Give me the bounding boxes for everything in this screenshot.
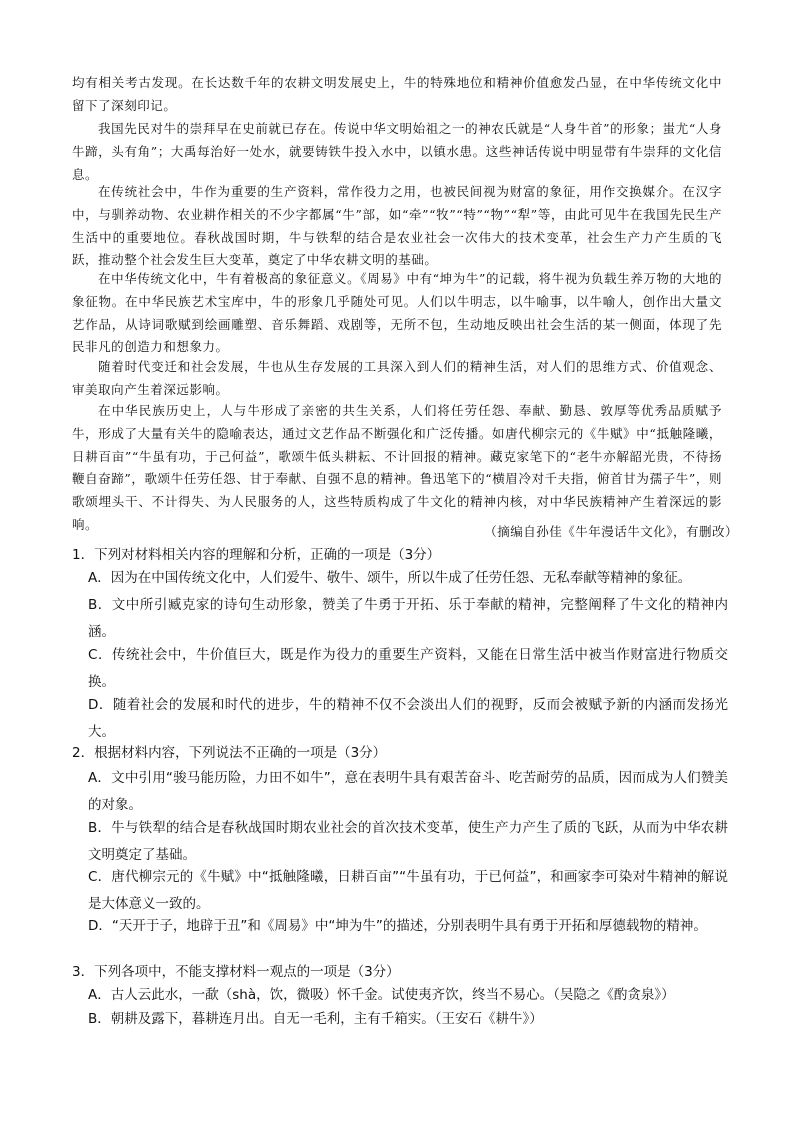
question-2-stem: 2．根据材料内容，下列说法不正确的一项是（3分）: [72, 745, 387, 761]
question-3-stem: 3．下列各项中，不能支撑材料一观点的一项是（3分）: [72, 964, 400, 980]
passage-paragraph-3: 在中华传统文化中，牛有着极高的象征意义。《周易》中有“坤为牛”的记载，将牛视为负载生养万物的大地的象征物。在中华民族艺术宝库中，牛的形象几乎随处可见。人们以牛明志，以牛喻事，以牛喻人，创作出大量文艺作品，从诗词歌赋到绘画雕塑、音乐舞蹈、戏剧等，无所不包，生动地反映出社会生活的某一侧面，体现了先民非凡的创造力和想象力。: [72, 271, 722, 355]
question-2-option-b: B．牛与铁犁的结合是春秋战国时期农业社会的首次技术变革，使生产力产生了质的飞跃，从而为中华农耕文明奠定了基础。: [88, 820, 728, 863]
passage-paragraph-4: 随着时代变迁和社会发展，牛也从生存发展的工具深入到人们的精神生活，对人们的思维方式、价值观念、审美取向产生着深远影响。: [72, 359, 722, 397]
passage-paragraph-5: 在中华民族历史上，人与牛形成了亲密的共生关系，人们将任劳任怨、奉献、勤恳、敦厚等优秀品质赋予牛，形成了大量有关牛的隐喻表达，通过文艺作品不断强化和广泛传播。如唐代柳宗元的《牛赋》中“抵触隆曦，日耕百亩”“牛虽有功，于己何益”，歌颂牛低头耕耘、不计回报的精神。藏克家笔下的“老牛亦解韶光贵，不待扬鞭自奋蹄”，歌颂牛任劳任怨、甘于奉献、自强不息的精神。鲁迅笔下的“横眉冷对千夫指，俯首甘为孺子牛”，则歌颂埋头干、不计得失、为人民服务的人，这些特质构成了牛文化的精神内核，对中华民族精神产生着深远的影响。: [72, 403, 722, 532]
question-2-option-c: C．唐代柳宗元的《牛赋》中“抵触隆曦，日耕百亩”“牛虽有功，于已何益”，和画家李可染对牛精神的解说是大体意义一致的。: [88, 869, 728, 912]
question-1-option-b: B．文中所引臧克家的诗句生动形象，赞美了牛勇于开拓、乐于奉献的精神，完整阐释了牛文化的精神内涵。: [88, 597, 728, 640]
question-1-stem: 1．下列对材料相关内容的理解和分析，正确的一项是（3分）: [72, 547, 441, 563]
passage-paragraph-1: 我国先民对牛的崇拜早在史前就已存在。传说中华文明始祖之一的神农氏就是“人身牛首”的形象；蚩尤“人身牛蹄，头有角”；大禹每治好一处水，就要铸铁牛投入水中，以镇水患。这些神话传说中明显带有牛崇拜的文化信息。: [72, 121, 722, 182]
passage-source: （摘编自孙佳《牛年漫话牛文化》，有删改）: [484, 524, 738, 539]
question-3-option-a: A．古人云此水，一歃（shà，饮，微吸）怀千金。试使夷齐饮，终当不易心。（吴隐之《酌贪泉》）: [88, 987, 675, 1003]
question-2-option-d: D．“天开于子，地辟于丑”和《周易》中“坤为牛”的描述，分别表明牛具有勇于开拓和厚德载物的精神。: [88, 918, 707, 934]
question-3-option-b: B．朝耕及露下，暮耕连月出。自无一毛利，主有千箱实。（王安石《耕牛》）: [88, 1011, 543, 1027]
passage-paragraph-0: 均有相关考古发现。在长达数千年的农耕文明发展史上，牛的特殊地位和精神价值愈发凸显，在中华传统文化中留下了深刻印记。: [72, 75, 722, 113]
question-1-option-a: A．因为在中国传统文化中，人们爱牛、敬牛、颂牛，所以牛成了任劳任怨、无私奉献等精神的象征。: [88, 570, 692, 586]
question-1-option-c: C．传统社会中，牛价值巨大，既是作为役力的重要生产资料，又能在日常生活中被当作财富进行物质交换。: [88, 647, 728, 690]
question-1-option-d: D．随着社会的发展和时代的进步，牛的精神不仅不会淡出人们的视野，反而会被赋予新的内涵而发扬光大。: [88, 697, 728, 740]
passage-paragraph-2: 在传统社会中，牛作为重要的生产资料，常作役力之用，也被民间视为财富的象征，用作交换媒介。在汉字中，与驯养动物、农业耕作相关的不少字都属“牛”部，如“牵”“牧”“特”“物”“犁”等，由此可见牛在我国先民生产生活中的重要地位。春秋战国时期，牛与铁犁的结合是农业社会一次伟大的技术变革，社会生产力产生质的飞跃，推动整个社会发生巨大变革，奠定了中华农耕文明的基础。: [72, 184, 722, 268]
question-2-option-a: A．文中引用“骏马能历险，力田不如牛”，意在表明牛具有艰苦奋斗、吃苦耐劳的品质，因而成为人们赞美的对象。: [88, 770, 728, 813]
